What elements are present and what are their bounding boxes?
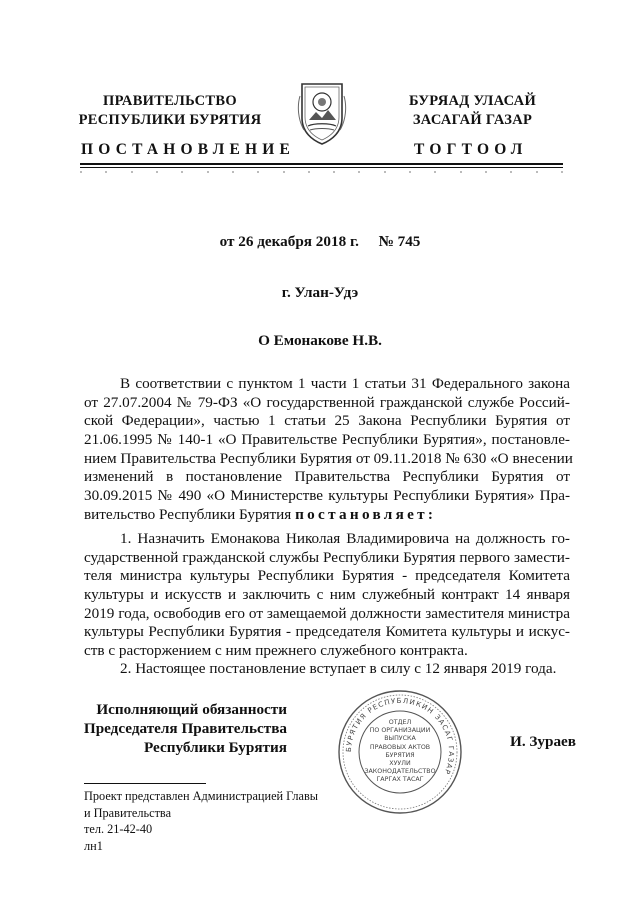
right-doc-type: ТОГТООЛ (414, 141, 528, 158)
stamp-line: ХУУЛИ ЗАКОНОДАТЕЛЬСТВО (364, 760, 436, 776)
decides-word: постановляет: (295, 505, 437, 523)
preamble-last-line (84, 506, 570, 525)
document-title: О Емонакове Н.В. (258, 332, 382, 349)
left-doc-type: ПОСТАНОВЛЕНИЕ (81, 141, 296, 158)
item1-line: теля министра культуры Республики Бурятия - председателя Комитета (84, 567, 570, 585)
header-dotted-line (80, 171, 563, 175)
stamp-line: ВЫПУСКА (384, 735, 416, 743)
footer-divider (84, 783, 206, 784)
signature-position-line3: Республики Бурятия (143, 739, 287, 756)
document-city: г. Улан-Удэ (281, 284, 359, 301)
preamble-line: изменений в постановление Правительства Республики Бурятия от (84, 468, 570, 486)
preamble-line: от 27.07.2004 № 79-ФЗ «О государственной гражданской службе Россий- (84, 393, 570, 411)
preamble-line: 21.06.1995 № 140-1 «О Правительстве Республики Бурятия», постановле- (84, 431, 570, 449)
item1-line: 1. Назначить Емонакова Николая Владимировича на должность го- (120, 530, 570, 547)
preamble-last-prefix: вительство Республики Бурятия (84, 505, 292, 523)
document-number: № 745 (378, 233, 421, 250)
stamp-center-text (360, 719, 440, 785)
header-divider-thick (80, 163, 563, 165)
footer-code: лн1 (84, 839, 103, 853)
preamble-line: ской Федерации», частью 1 статьи 25 Закона Республики Бурятия от (84, 412, 570, 430)
signature-position-line2: Председателя Правительства (83, 720, 287, 737)
item1-paragraph (84, 530, 570, 661)
signature-position-line1: Исполняющий обязанности (96, 701, 287, 718)
official-stamp (336, 688, 464, 816)
stamp-line: БУРЯТИЯ (385, 751, 415, 759)
item2-text: 2. Настоящее постановление вступает в силу с 12 января 2019 года. (120, 660, 557, 677)
stamp-line: ГАРГАХ ТАСАГ (376, 776, 424, 784)
header-divider-thin (80, 167, 563, 168)
item1-line: культуры и искусств и заключить с ним служебный контракт 14 января (84, 586, 570, 604)
header-right-line2: ЗАСАГАЙ ГАЗАР (412, 112, 533, 128)
item2-paragraph (84, 660, 570, 679)
item1-line: 2019 года, освободив его от замещаемой должности заместителя министра (84, 604, 570, 622)
stamp-ring-text: БУРЯТИЯ РЕСПУБЛИКИН ЗАСАГ ГАЗАР (344, 696, 456, 777)
footer-phone: тел. 21-42-40 (84, 822, 153, 836)
header-left-line1: ПРАВИТЕЛЬСТВО (103, 93, 237, 109)
stamp-line: ПРАВОВЫХ АКТОВ (369, 743, 431, 751)
preamble-line: нием Правительства Республики Бурятия от 09.11.2018 № 630 «О внесении (84, 449, 573, 467)
signatory-name: И. Зураев (510, 733, 577, 750)
header-right-line1: БУРЯАД УЛАСАЙ (408, 93, 537, 109)
footer-block (84, 788, 318, 838)
header-left-block (70, 92, 270, 130)
stamp-line: ПО ОРГАНИЗАЦИИ (369, 727, 431, 735)
coat-of-arms-emblem (296, 80, 348, 146)
header-left-line2: РЕСПУБЛИКИ БУРЯТИЯ (78, 112, 262, 128)
item1-line: культуры Республики Бурятия - председателя Комитета культуры и искус- (84, 623, 570, 641)
stamp-line: ОТДЕЛ (388, 719, 412, 726)
preamble-paragraph (84, 375, 573, 525)
signature-position (82, 700, 287, 757)
item1-line: сударственной гражданской службы Республики Бурятия первого замести- (84, 548, 570, 566)
preamble-line: 30.09.2015 № 490 «О Министерстве культуры Республики Бурятия» Пра- (84, 487, 570, 505)
preamble-line: В соответствии с пунктом 1 части 1 статьи 31 Федерального закона (120, 375, 570, 392)
footer-line1: Проект представлен Администрацией Главы (84, 789, 319, 803)
date-number-line (0, 233, 640, 251)
item1-line: ств с расторжением с ним прежнего служебного контракта. (84, 642, 468, 660)
footer-line2: и Правительства (84, 805, 172, 820)
header-right-block (370, 92, 575, 130)
document-date: от 26 декабря 2018 г. (219, 233, 359, 250)
